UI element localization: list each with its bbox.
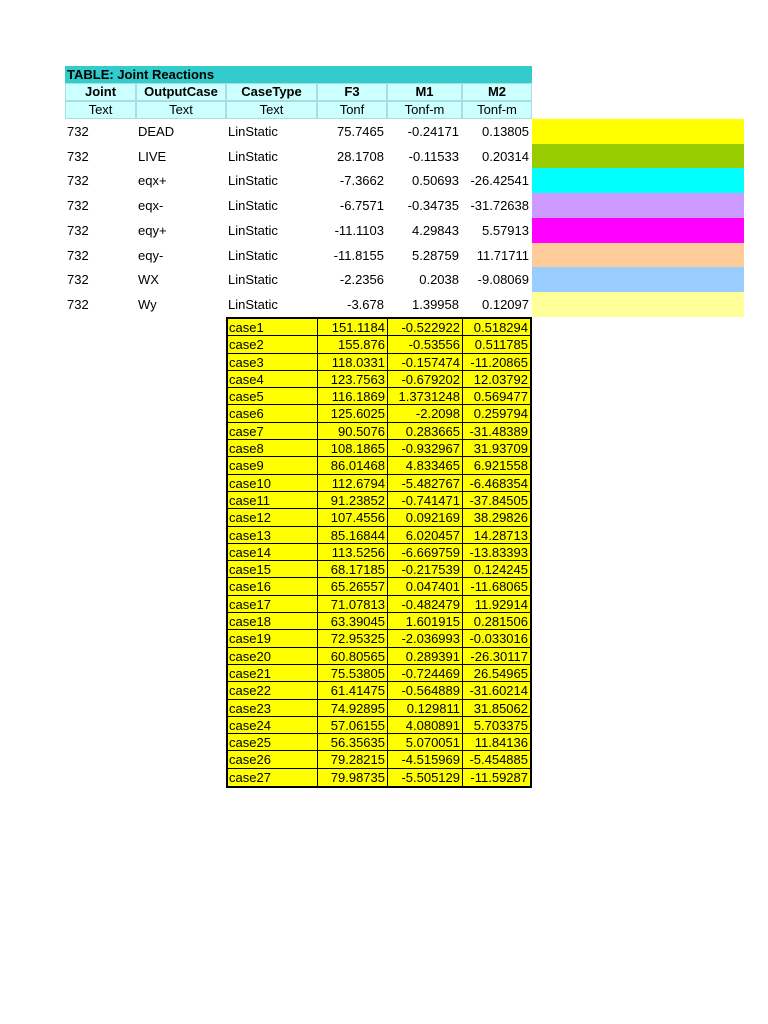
combo-m1: -4.515969 [388,751,463,768]
combo-f3: 113.5256 [318,544,388,561]
table-title: TABLE: Joint Reactions [65,66,532,83]
combo-m2: 0.124245 [463,561,530,578]
combo-m2: 0.569477 [463,388,530,405]
cell-casetype: LinStatic [228,124,278,139]
combo-m2: 11.92914 [463,596,530,613]
units-row [65,101,532,119]
combo-name: case20 [228,648,318,665]
combo-m1: -2.036993 [388,630,463,647]
cell-outputcase: Wy [138,296,157,312]
combination-row [228,388,530,405]
combo-m2: 5.703375 [463,717,530,734]
cell-m1: -0.34735 [407,198,459,214]
combo-m1: 4.833465 [388,457,463,474]
combination-table [226,317,532,788]
combo-m2: -26.30117 [463,648,530,665]
cell-joint: 732 [67,222,89,238]
combination-row [228,354,530,371]
combo-m1: -0.157474 [388,354,463,371]
cell-f3: 75.7465 [337,124,384,139]
combination-row [228,648,530,665]
header-m2: M2 [462,83,532,101]
combo-name: case10 [228,475,318,492]
combo-m2: 14.28713 [463,527,530,544]
cell-m1: 1.39958 [412,296,459,312]
combo-name: case24 [228,717,318,734]
combo-m2: 31.93709 [463,440,530,457]
combo-name: case15 [228,561,318,578]
combo-f3: 61.41475 [318,682,388,699]
combo-f3: 79.98735 [318,769,388,786]
combo-name: case1 [228,319,318,336]
cell-f3: -3.678 [347,296,384,312]
combo-m2: 12.03792 [463,371,530,388]
combo-name: case27 [228,769,318,786]
combo-m2: -5.454885 [463,751,530,768]
cell-casetype: LinStatic [228,222,278,238]
cell-casetype: LinStatic [228,247,278,263]
combo-m1: -0.217539 [388,561,463,578]
cell-casetype: LinStatic [228,296,278,312]
color-swatch [532,144,744,169]
combo-m2: -11.59287 [470,769,528,785]
combo-name: case17 [228,596,318,613]
cell-casetype: LinStatic [228,173,278,189]
combo-m1: -0.53556 [388,336,463,353]
combo-f3: 112.6794 [318,475,388,492]
cell-joint: 732 [67,148,89,164]
table-row [65,292,745,317]
color-swatch [532,119,744,144]
combo-m2: 6.921558 [463,457,530,474]
combo-f3: 123.7563 [318,371,388,388]
combo-m2: -31.60214 [463,682,530,699]
combo-name: case21 [228,665,318,682]
combo-m1: 0.283665 [388,423,463,440]
combo-f3: 65.26557 [318,578,388,595]
combo-f3: 79.28215 [318,751,388,768]
combo-m1: 0.129811 [388,700,463,717]
combo-name: case16 [228,578,318,595]
combo-f3: 74.92895 [318,700,388,717]
combo-name: case4 [228,371,318,388]
color-swatch [532,193,744,218]
combination-row [228,578,530,595]
combo-m1: -5.505129 [388,769,463,786]
combination-row [228,734,530,751]
combination-row [228,492,530,509]
cell-m2: 11.71711 [476,247,529,263]
cell-m1: -0.24171 [407,124,459,139]
combo-f3: 86.01468 [318,457,388,474]
color-swatch [532,168,744,193]
combo-m1: -2.2098 [388,405,463,422]
combo-m1: 0.092169 [388,509,463,526]
combination-row [228,700,530,717]
table-row [65,119,745,144]
unit-joint: Text [65,101,136,119]
combo-m1: -5.482767 [388,475,463,492]
combo-m2: 11.84136 [463,734,530,751]
combo-name: case18 [228,613,318,630]
cell-outputcase: eqx+ [138,173,167,189]
cell-m2: -9.08069 [477,272,529,288]
combination-row [228,769,530,786]
combo-f3: 63.39045 [318,613,388,630]
combination-row [228,665,530,682]
combo-m2: -6.468354 [463,475,530,492]
combo-m1: 5.070051 [388,734,463,751]
combo-name: case9 [228,457,318,474]
combo-name: case12 [228,509,318,526]
combo-m1: -0.932967 [388,440,463,457]
cell-joint: 732 [67,247,89,263]
cell-f3: 28.1708 [337,148,384,164]
cell-outputcase: LIVE [138,148,167,164]
table-row [65,267,745,292]
combo-f3: 151.1184 [318,319,388,336]
combination-row [228,423,530,440]
combo-f3: 85.16844 [318,527,388,544]
combo-name: case26 [228,751,318,768]
unit-f3: Tonf [317,101,387,119]
color-swatch [532,218,744,243]
combo-f3: 56.35635 [318,734,388,751]
combo-name: case11 [228,492,318,509]
cell-joint: 732 [67,272,89,288]
combo-m2: 0.259794 [463,405,530,422]
combo-m2: -31.48389 [463,423,530,440]
table-row [65,218,745,243]
unit-casetype: Text [226,101,317,119]
combination-row [228,371,530,388]
cell-outputcase: WX [138,272,159,288]
combo-name: case25 [228,734,318,751]
cell-joint: 732 [67,296,89,312]
cell-joint: 732 [67,198,89,214]
combo-m1: 0.289391 [388,648,463,665]
combo-m2: 38.29826 [463,509,530,526]
cell-f3: -2.2356 [339,272,384,288]
cell-m2: -31.72638 [470,198,529,214]
cell-outputcase: eqy- [138,247,164,263]
header-casetype: CaseType [226,83,317,101]
cell-f3: -11.8155 [333,247,384,263]
combo-m2: 0.518294 [463,319,530,336]
table-row [65,144,745,169]
header-m1: M1 [387,83,462,101]
combo-m2: -11.68065 [463,578,530,595]
cell-m1: -0.11533 [408,148,459,164]
header-row [65,83,532,101]
cell-m2: -26.42541 [470,173,529,189]
cell-joint: 732 [67,173,89,189]
cell-casetype: LinStatic [228,148,278,164]
combo-name: case5 [228,388,318,405]
cell-outputcase: DEAD [138,124,175,139]
combo-f3: 118.0331 [318,354,388,371]
cell-outputcase: eqx- [138,198,164,214]
header-joint: Joint [65,83,136,101]
combination-row [228,405,530,422]
combo-m1: -0.679202 [388,371,463,388]
combo-m1: -6.669759 [388,544,463,561]
combo-m1: -0.564889 [388,682,463,699]
combo-name: case19 [228,630,318,647]
combo-m1: -0.522922 [388,319,463,336]
cell-m2: 0.13805 [482,124,529,139]
table-row [65,193,745,218]
table-row [65,168,745,193]
combo-m2: 0.281506 [463,613,530,630]
combination-row [228,527,530,544]
combination-row [228,561,530,578]
cell-m1: 5.28759 [412,247,459,263]
combination-row [228,717,530,734]
combo-f3: 108.1865 [318,440,388,457]
combination-row [228,336,530,353]
combo-f3: 107.4556 [318,509,388,526]
cell-m1: 0.2038 [419,272,459,288]
combination-row [228,751,530,768]
combo-m1: 0.047401 [388,578,463,595]
combo-name: case13 [228,527,318,544]
combination-row [228,475,530,492]
combo-f3: 125.6025 [318,405,388,422]
combo-f3: 155.876 [318,336,388,353]
combo-name: case7 [228,423,318,440]
combination-row [228,596,530,613]
combo-m1: 6.020457 [388,527,463,544]
combo-name: case23 [228,700,318,717]
combo-m2: -37.84505 [463,492,530,509]
combination-row [228,613,530,630]
cell-m2: 0.20314 [482,148,529,164]
combo-m2: -11.20865 [463,354,530,371]
combo-m1: 1.601915 [388,613,463,630]
combination-row [228,630,530,647]
unit-m1: Tonf-m [387,101,462,119]
combo-m2: -13.83393 [463,544,530,561]
color-swatch [532,267,744,292]
combo-m1: 1.3731248 [388,388,463,405]
combo-f3: 116.1869 [318,388,388,405]
combo-f3: 68.17185 [318,561,388,578]
combination-row [228,682,530,699]
combo-m1: 4.080891 [388,717,463,734]
combo-m2: -0.033016 [463,630,530,647]
combo-name: case8 [228,440,318,457]
combination-row [228,440,530,457]
header-f3: F3 [317,83,387,101]
color-swatch [532,292,744,317]
combo-name: case3 [228,354,318,371]
cell-casetype: LinStatic [228,272,278,288]
combo-f3: 57.06155 [318,717,388,734]
combo-name: case6 [228,405,318,422]
combo-name: case14 [228,544,318,561]
combination-row [228,319,530,336]
cell-f3: -7.3662 [339,173,384,189]
combo-m1: -0.482479 [388,596,463,613]
cell-f3: -6.7571 [339,198,384,214]
cell-casetype: LinStatic [228,198,278,214]
unit-m2: Tonf-m [462,101,532,119]
combo-f3: 71.07813 [318,596,388,613]
combination-row [228,509,530,526]
combo-f3: 91.23852 [318,492,388,509]
combo-f3: 72.95325 [318,630,388,647]
unit-outputcase: Text [136,101,226,119]
table-row [65,243,745,268]
combo-f3: 90.5076 [318,423,388,440]
cell-m2: 0.12097 [482,296,529,312]
cell-joint: 732 [67,124,89,139]
cell-m2: 5.57913 [482,222,529,238]
combo-f3: 60.80565 [318,648,388,665]
combo-m1: -0.724469 [388,665,463,682]
cell-outputcase: eqy+ [138,222,167,238]
combo-m2: 0.511785 [463,336,530,353]
combo-m2: 31.85062 [463,700,530,717]
combination-row [228,544,530,561]
cell-f3: -11.1103 [334,222,384,238]
cell-m1: 0.50693 [412,173,459,189]
combination-row [228,457,530,474]
combo-name: case2 [228,336,318,353]
combo-f3: 75.53805 [318,665,388,682]
combo-m1: -0.741471 [388,492,463,509]
combo-m2: 26.54965 [463,665,530,682]
combo-name: case22 [228,682,318,699]
header-outputcase: OutputCase [136,83,226,101]
cell-m1: 4.29843 [412,222,459,238]
color-swatch [532,243,744,268]
